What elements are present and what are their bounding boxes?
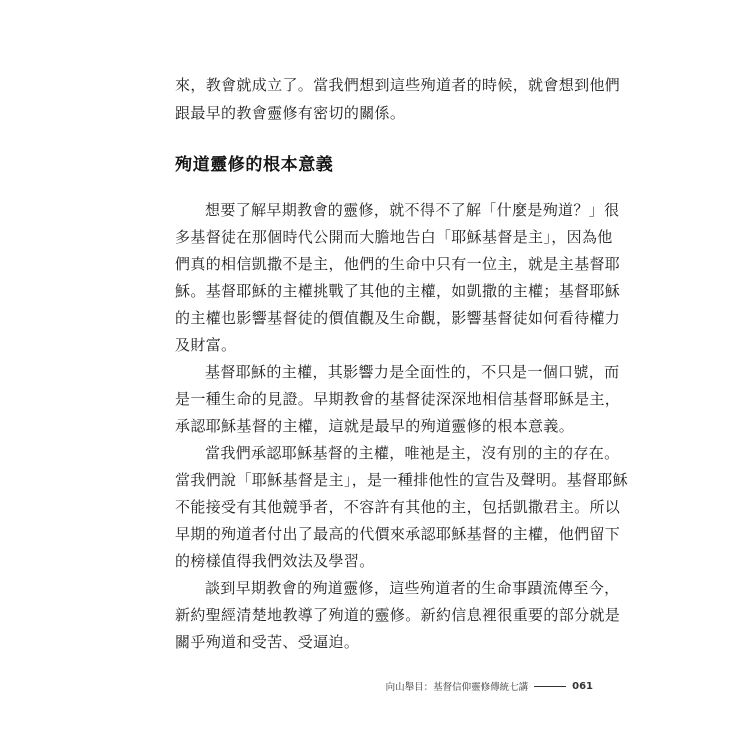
body-line: 多基督徒在那個時代公開而大膽地告白「耶穌基督是主」，因為他 [175,228,613,246]
body-line: 們真的相信凱撒不是主，他們的生命中只有一位主，就是主基督耶 [175,255,621,273]
paragraph-first-line: 當我們承認耶穌基督的主權，唯祂是主，沒有別的主的存在。 [205,444,620,462]
running-title: 向山舉目：基督信仰靈修傳統七講 [385,682,529,693]
body-line: 新約聖經清楚地教導了殉道的靈修。新約信息裡很重要的部分就是 [175,606,621,624]
paragraph-first-line: 基督耶穌的主權，其影響力是全面性的，不只是一個口號，而 [205,363,620,381]
paragraph-first-line: 想要了解早期教會的靈修，就不得不了解「什麼是殉道？」很 [205,201,620,219]
body-line: 及財富。 [175,336,237,354]
body-line: 跟最早的教會靈修有密切的關係。 [175,104,406,122]
body-line: 當我們說「耶穌基督是主」，是一種排他性的宣告及聲明。基督耶穌 [175,471,629,489]
page-number: 061 [572,680,593,692]
body-line: 早期的殉道者付出了最高的代價來承認耶穌基督的主權，他們留下 [175,525,621,543]
paragraph-first-line: 談到早期教會的殉道靈修，這些殉道者的生命事蹟流傳至今， [205,579,620,597]
body-line: 的榜樣值得我們效法及學習。 [175,552,375,570]
body-line: 關乎殉道和受苦、受逼迫。 [175,633,360,651]
page-footer [386,679,593,693]
section-heading: 殉道靈修的根本意義 [175,155,334,175]
body-line: 不能接受有其他競爭者，不容許有其他的主，包括凱撒君主。所以 [175,498,621,516]
body-line: 的主權也影響基督徒的價值觀及生命觀，影響基督徒如何看待權力 [175,309,621,327]
body-line: 是一種生命的見證。早期教會的基督徒深深地相信基督耶穌是主， [175,390,621,408]
footer-rule [534,686,566,687]
body-line: 穌。基督耶穌的主權挑戰了其他的主權，如凱撒的主權；基督耶穌 [175,282,621,300]
body-line: 承認耶穌基督的主權，這就是最早的殉道靈修的根本意義。 [175,417,575,435]
body-line: 來，教會就成立了。當我們想到這些殉道者的時候，就會想到他們 [175,76,621,94]
